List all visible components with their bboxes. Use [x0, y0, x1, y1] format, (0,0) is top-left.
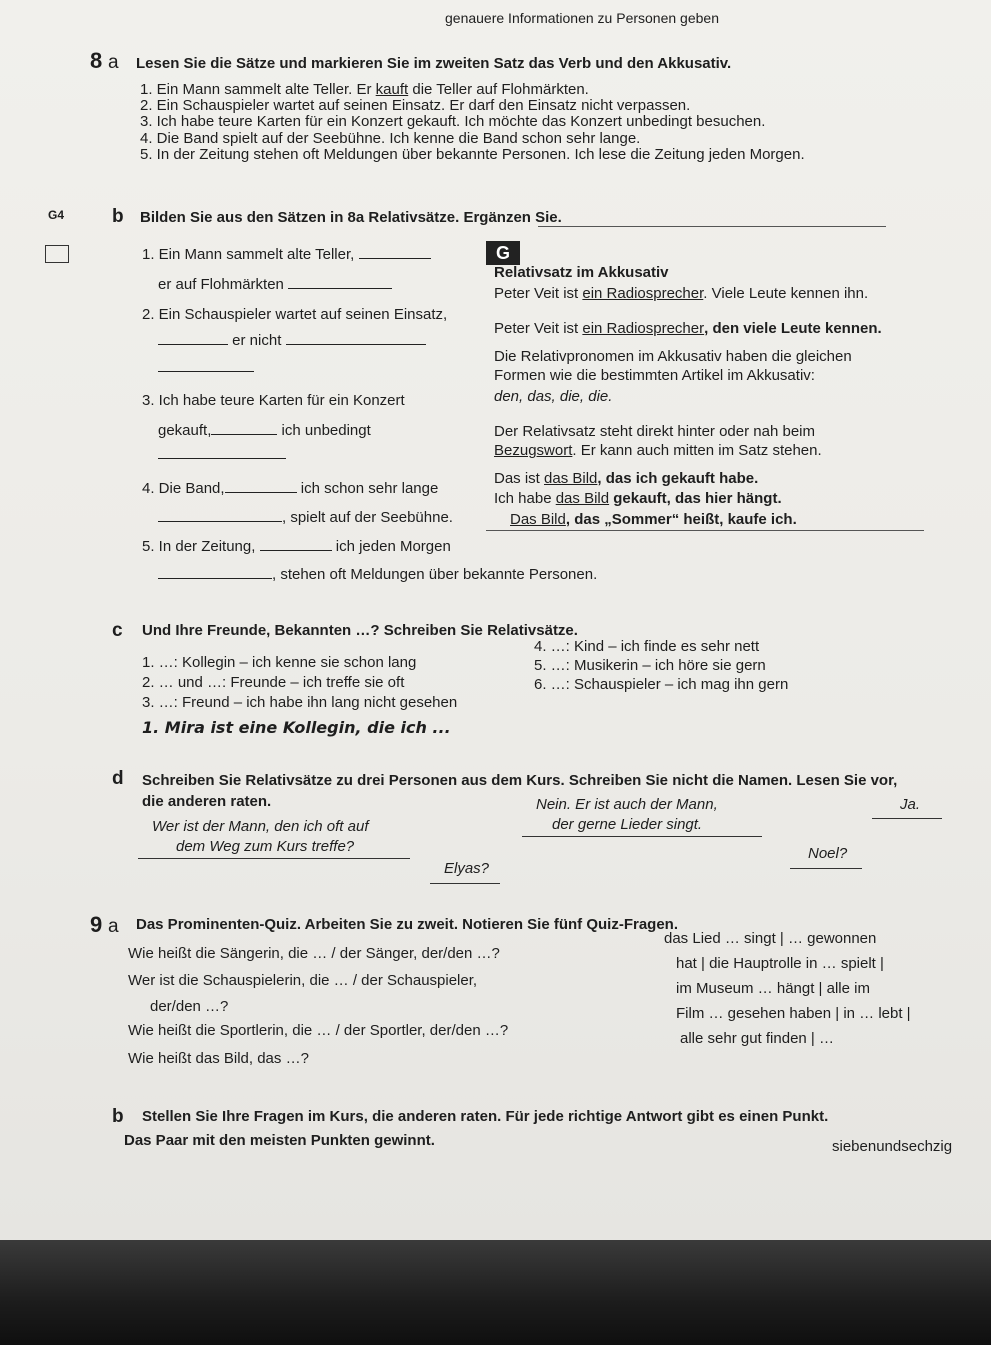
exercise-8a-sentence-5: 5. In der Zeitung stehen oft Meldungen über bekannte Personen. Ich lese die Zeitung jeden Morgen. — [140, 146, 805, 163]
exercise-8c-item-6: 6. …: Schauspieler – ich mag ihn gern — [534, 676, 789, 693]
quiz-option-line-5: alle sehr gut finden | … — [680, 1030, 834, 1047]
speech-bubble-1-line-1: Wer ist der Mann, den ich oft auf — [152, 818, 369, 835]
page-header-title: genauere Informationen zu Personen geben — [445, 10, 719, 26]
speech-bubble-4: Ja. — [900, 796, 921, 813]
speech-bubble-5: Noel? — [808, 845, 848, 862]
exercise-8a-instruction: Lesen Sie die Sätze und markieren Sie im zweiten Satz das Verb und den Akkusativ. — [136, 55, 732, 72]
exercise-8b-line-4: er nicht — [158, 332, 426, 349]
exercise-8b-letter: b — [112, 206, 124, 227]
quiz-question-4: Wie heißt das Bild, das …? — [128, 1050, 309, 1067]
dark-background-band — [0, 1240, 991, 1345]
exercise-9b-letter: b — [112, 1106, 124, 1127]
grammar-box-badge: G — [486, 241, 520, 265]
exercise-9a-instruction: Das Prominenten-Quiz. Arbeiten Sie zu zweit. Notieren Sie fünf Quiz-Fragen. — [136, 916, 679, 933]
exercise-8b-line-6: 3. Ich habe teure Karten für ein Konzert — [142, 392, 405, 409]
exercise-8a-letter: a — [108, 52, 119, 73]
speech-bubble-1-line-2: dem Weg zum Kurs treffe? — [176, 838, 355, 855]
exercise-8a-sentence-2: 2. Ein Schauspieler wartet auf seinen Einsatz. Er darf den Einsatz nicht verpassen. — [140, 97, 691, 114]
quiz-option-line-1: das Lied … singt | … gewonnen — [664, 930, 877, 947]
grammar-note-4: Bezugswort. Er kann auch mitten im Satz stehen. — [494, 442, 822, 459]
worksheet-icon — [45, 245, 69, 263]
grammar-box-bottom-rule — [486, 530, 924, 531]
exercise-8c-item-4: 4. …: Kind – ich finde es sehr nett — [534, 638, 760, 655]
speech-bubble-2: Elyas? — [444, 860, 490, 877]
quiz-question-2: Wer ist die Schauspielerin, die … / der Schauspieler, — [128, 972, 478, 989]
grammar-note-1: Die Relativpronomen im Akkusativ haben die gleichen — [494, 348, 852, 365]
exercise-9a-letter: a — [108, 916, 119, 937]
exercise-8b-instruction: Bilden Sie aus den Sätzen in 8a Relativsätze. Ergänzen Sie. — [140, 209, 562, 226]
grammar-example-3: Das ist das Bild, das ich gekauft habe. — [494, 470, 759, 487]
exercise-8b-line-2: er auf Flohmärkten — [158, 276, 392, 293]
quiz-option-line-4: Film … gesehen haben | in … lebt | — [676, 1005, 911, 1022]
exercise-8a-sentence-1: 1. Ein Mann sammelt alte Teller. Er kauft die Teller auf Flohmärkten. — [140, 81, 589, 98]
exercise-8c-item-1: 1. …: Kollegin – ich kenne sie schon lang — [142, 654, 417, 671]
exercise-9b-instruction-1: Stellen Sie Ihre Fragen im Kurs, die anderen raten. Für jede richtige Antwort gibt es einen Punkt. — [142, 1108, 829, 1125]
exercise-8b-line-9: 4. Die Band, ich schon sehr lange — [142, 480, 439, 497]
exercise-8c-instruction: Und Ihre Freunde, Bekannten …? Schreiben Sie Relativsätze. — [142, 622, 578, 639]
quiz-question-1: Wie heißt die Sängerin, die … / der Sänger, der/den …? — [128, 945, 500, 962]
page-number-word: siebenundsechzig — [832, 1138, 953, 1155]
exercise-9b-instruction-2: Das Paar mit den meisten Punkten gewinnt. — [124, 1132, 435, 1149]
exercise-8b-line-3: 2. Ein Schauspieler wartet auf seinen Einsatz, — [142, 306, 448, 323]
grammar-example-5: Das Bild, das „Sommer“ heißt, kaufe ich. — [510, 511, 797, 528]
grammar-example-1: Peter Veit ist ein Radiosprecher. Viele Leute kennen ihn. — [494, 285, 869, 302]
quiz-question-2-cont: der/den …? — [150, 998, 229, 1015]
grammar-reference-badge: G4 — [48, 208, 65, 222]
grammar-note-3: Der Relativsatz steht direkt hinter oder nah beim — [494, 423, 815, 440]
exercise-8c-letter: c — [112, 620, 123, 641]
exercise-8b-line-11: 5. In der Zeitung, ich jeden Morgen — [142, 538, 451, 555]
exercise-8b-line-7: gekauft, ich unbedingt — [158, 422, 371, 439]
exercise-8b-line-1: 1. Ein Mann sammelt alte Teller, — [142, 246, 431, 263]
exercise-8c-item-3: 3. …: Freund – ich habe ihn lang nicht gesehen — [142, 694, 458, 711]
exercise-8a-sentence-3: 3. Ich habe teure Karten für ein Konzert gekauft. Ich möchte das Konzert unbedingt besuchen. — [140, 113, 766, 130]
speech-bubble-3-tail — [522, 836, 762, 837]
handwritten-answer: 1. Mira ist eine Kollegin, die ich ... — [142, 718, 451, 737]
exercise-9-number: 9 — [90, 912, 103, 937]
quiz-option-line-2: hat | die Hauptrolle in … spielt | — [676, 955, 884, 972]
quiz-option-line-3: im Museum … hängt | alle im — [676, 980, 870, 997]
exercise-8d-instruction-2: die anderen raten. — [142, 793, 272, 810]
exercise-8c-item-5: 5. …: Musikerin – ich höre sie gern — [534, 657, 766, 674]
answer-line[interactable] — [158, 371, 254, 372]
exercise-8b-line-10: , spielt auf der Seebühne. — [158, 509, 453, 526]
answer-line[interactable] — [158, 458, 286, 459]
speech-bubble-3-line-1: Nein. Er ist auch der Mann, — [536, 796, 718, 813]
grammar-forms: den, das, die, die. — [494, 388, 613, 405]
exercise-8a-sentence-4: 4. Die Band spielt auf der Seebühne. Ich kenne die Band schon sehr lange. — [140, 130, 641, 147]
speech-bubble-4-tail — [872, 818, 942, 819]
grammar-example-2: Peter Veit ist ein Radiosprecher, den viele Leute kennen. — [494, 320, 882, 337]
speech-bubble-3-line-2: der gerne Lieder singt. — [552, 816, 703, 833]
speech-bubble-2-tail — [430, 883, 500, 884]
exercise-8d-letter: d — [112, 768, 124, 789]
exercise-8-number: 8 — [90, 48, 103, 73]
grammar-example-4: Ich habe das Bild gekauft, das hier hängt. — [494, 490, 782, 507]
grammar-note-2: Formen wie die bestimmten Artikel im Akkusativ: — [494, 367, 815, 384]
section-divider — [538, 226, 886, 227]
speech-bubble-5-tail — [790, 868, 862, 869]
quiz-question-3: Wie heißt die Sportlerin, die … / der Sportler, der/den …? — [128, 1022, 509, 1039]
exercise-8b-line-12: , stehen oft Meldungen über bekannte Personen. — [158, 566, 597, 583]
speech-bubble-1-tail — [138, 858, 410, 859]
exercise-8d-instruction-1: Schreiben Sie Relativsätze zu drei Personen aus dem Kurs. Schreiben Sie nicht die Namen. Lesen Sie vor, — [142, 772, 898, 789]
grammar-box-title: Relativsatz im Akkusativ — [494, 264, 669, 281]
exercise-8c-item-2: 2. … und …: Freunde – ich treffe sie oft — [142, 674, 405, 691]
